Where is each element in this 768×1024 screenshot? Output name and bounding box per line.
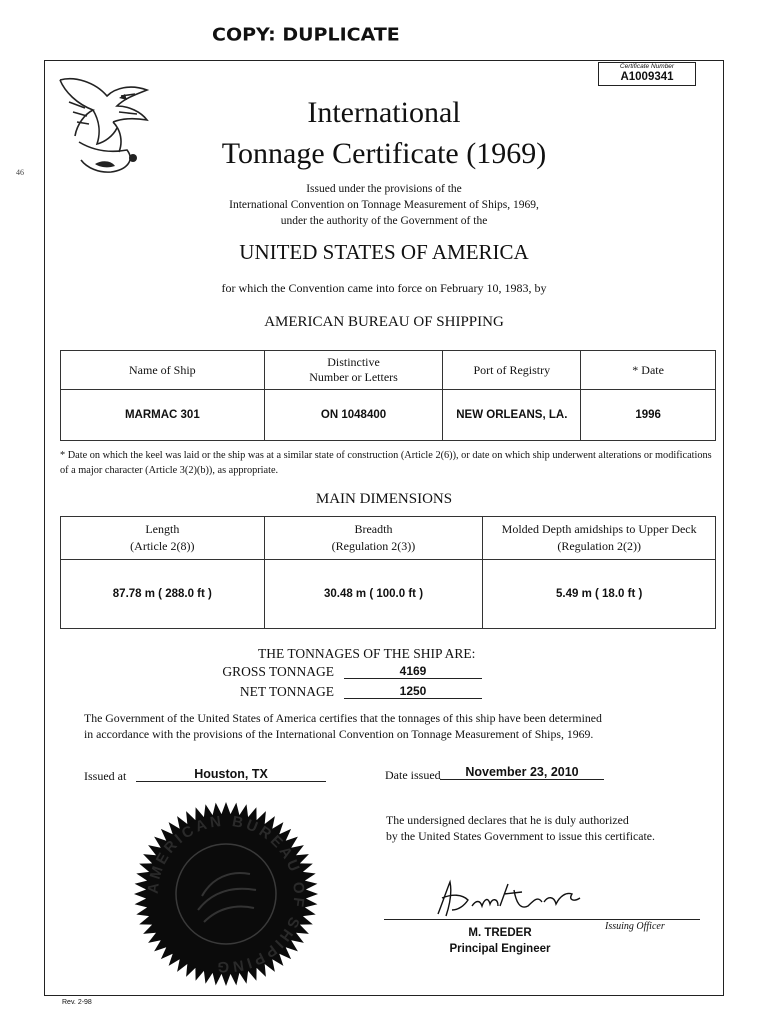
dimensions-table: [60, 516, 716, 629]
port-of-registry: NEW ORLEANS, LA.: [443, 390, 581, 441]
certificate-number: A1009341: [620, 71, 674, 83]
form-revision: Rev. 2-98: [62, 999, 92, 1006]
issuing-officer-label: Issuing Officer: [605, 921, 665, 932]
issued-under-line-2: International Convention on Tonnage Measurement of Ships, 1969,: [229, 199, 539, 211]
dimensions-row: [61, 560, 716, 629]
ship-table-header-name: Name of Ship: [61, 351, 265, 390]
dimension-header-depth: Molded Depth amidships to Upper Deck (Regulation 2(2)): [483, 517, 716, 560]
signatory-title: Principal Engineer: [449, 943, 551, 955]
ship-table-header-port: Port of Registry: [443, 351, 581, 390]
tonnages-heading: THE TONNAGES OF THE SHIP ARE:: [258, 646, 476, 661]
ship-table-header-number: Distinctive Number or Letters: [264, 351, 443, 390]
issued-at-value: Houston, TX: [136, 767, 326, 782]
declaration: [386, 812, 696, 844]
issuer-org: AMERICAN BUREAU OF SHIPPING: [264, 314, 504, 330]
country-name: UNITED STATES OF AMERICA: [239, 240, 529, 264]
certify-line-1: The Government of the United States of America certifies that the tonnages of this ship have been determined: [84, 711, 602, 725]
net-tonnage-value: 1250: [344, 684, 482, 699]
main-dimensions-heading: MAIN DIMENSIONS: [315, 491, 453, 507]
declaration-line-2: by the United States Government to issue this certificate.: [386, 829, 655, 843]
gross-tonnage-label: GROSS TONNAGE: [222, 664, 334, 679]
length-value: 87.78 m ( 288.0 ft ): [61, 560, 265, 629]
dimensions-header-row: [61, 517, 716, 560]
ship-number: ON 1048400: [264, 390, 443, 441]
ship-table-header-row: [61, 351, 716, 390]
duplicate-stamp: COPY: DUPLICATE: [212, 24, 400, 46]
dimension-header-breadth: Breadth (Regulation 2(3)): [264, 517, 483, 560]
net-tonnage-label: NET TONNAGE: [239, 684, 334, 699]
title-line-1: International: [307, 96, 461, 129]
ship-name: MARMAC 301: [61, 390, 265, 441]
issued-under-line-3: under the authority of the Government of the: [280, 215, 488, 227]
breadth-value: 30.48 m ( 100.0 ft ): [264, 560, 483, 629]
certificate-number-label: Certificate Number: [619, 63, 675, 70]
dimension-header-length: Length (Article 2(8)): [61, 517, 265, 560]
signature-icon: [428, 876, 588, 922]
issued-at-label: Issued at: [84, 769, 127, 783]
date-footnote: * Date on which the keel was laid or the ship was at a similar state of construction (Article 2(6)), or date on which ship underwent alterations or modifications of a major character (Article 3(2)(b)), as appropriate.: [60, 450, 712, 476]
abs-seal-icon: [132, 800, 320, 988]
ship-table: [60, 350, 716, 441]
ship-table-header-date: * Date: [581, 351, 716, 390]
signatory-name: M. TREDER: [468, 927, 532, 939]
declaration-line-1: The undersigned declares that he is duly authorized: [386, 813, 629, 827]
signatory-block: [420, 925, 580, 957]
issued-under-line-1: Issued under the provisions of the: [306, 183, 462, 195]
depth-value: 5.49 m ( 18.0 ft ): [483, 560, 716, 629]
convention-line: for which the Convention came into force on February 10, 1983, by: [221, 281, 547, 295]
title-line-2: Tonnage Certificate (1969): [221, 137, 547, 170]
ship-table-row: [61, 390, 716, 441]
date-issued-value: November 23, 2010: [440, 765, 604, 780]
seal-text: AMERICAN BUREAU OF SHIPPING: [144, 812, 308, 976]
margin-mark: 46: [16, 168, 24, 177]
certification-statement: [84, 710, 704, 742]
gross-tonnage-value: 4169: [344, 664, 482, 679]
certify-line-2: in accordance with the provisions of the International Convention on Tonnage Measurement of Ships, 1969.: [84, 727, 594, 741]
date-issued-label: Date issued: [385, 768, 441, 782]
certificate-number-box: [598, 62, 696, 86]
signature-line: [384, 919, 700, 920]
ship-date: 1996: [581, 390, 716, 441]
